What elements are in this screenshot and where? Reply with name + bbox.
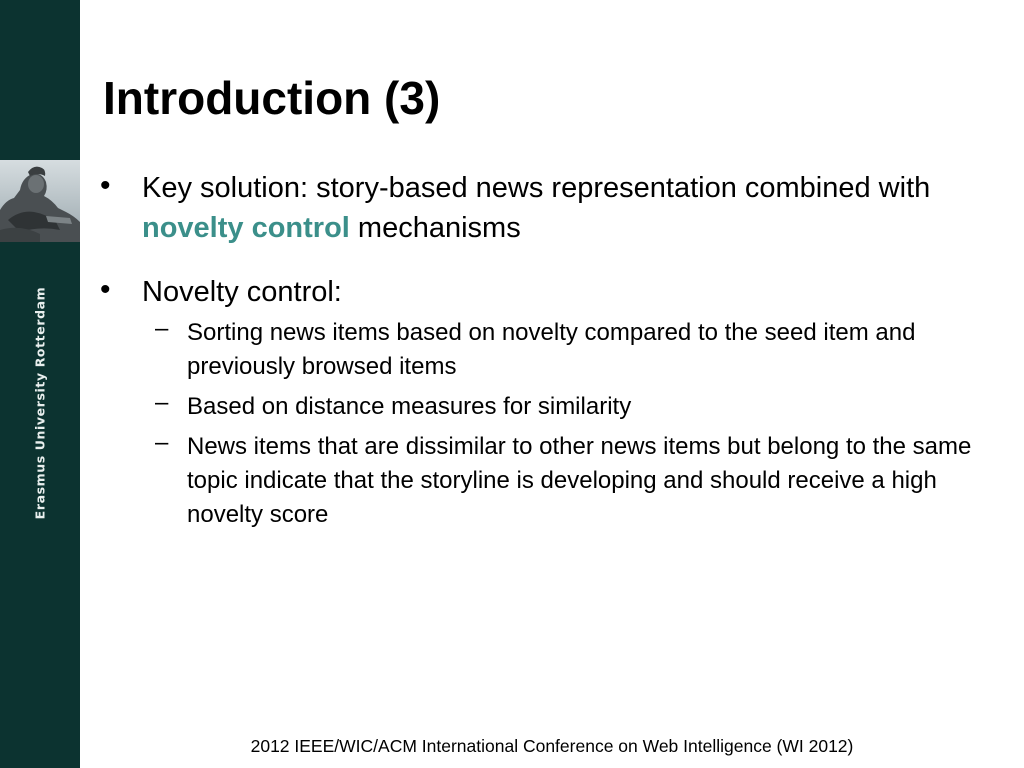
- sidebar: [0, 0, 80, 768]
- bullet-dot-icon: •: [100, 273, 111, 306]
- bullet-text: Novelty control:: [142, 276, 342, 308]
- bullet-text-suffix: mechanisms: [349, 212, 521, 244]
- dash-icon: –: [155, 389, 169, 416]
- sub-bullet-list: [142, 316, 980, 532]
- bullet-list: [100, 168, 980, 556]
- sub-bullet-text: News items that are dissimilar to other news items but belong to the same topic indicate that the storyline is developing and should receive a high novelty score: [187, 433, 972, 528]
- highlight-novelty-control: novelty control: [142, 212, 350, 244]
- dash-icon: –: [155, 429, 169, 456]
- bullet-text-prefix: Key solution: story-based news representation combined with: [142, 172, 931, 204]
- bullet-key-solution: [100, 168, 980, 248]
- sub-bullet-item: [142, 430, 980, 532]
- sub-bullet-text: Based on distance measures for similarity: [187, 393, 632, 420]
- university-name: Erasmus University Rotterdam: [32, 286, 48, 520]
- sub-bullet-item: [142, 316, 980, 384]
- sub-bullet-item: [142, 390, 980, 424]
- slide-title: Introduction (3): [103, 72, 441, 124]
- erasmus-statue-icon: [0, 160, 80, 242]
- bullet-dot-icon: •: [100, 169, 111, 202]
- footer-conference: 2012 IEEE/WIC/ACM International Conference on Web Intelligence (WI 2012): [250, 736, 854, 756]
- bullet-novelty-control: [100, 272, 980, 532]
- sub-bullet-text: Sorting news items based on novelty compared to the seed item and previously browsed items: [187, 319, 916, 380]
- dash-icon: –: [155, 315, 169, 342]
